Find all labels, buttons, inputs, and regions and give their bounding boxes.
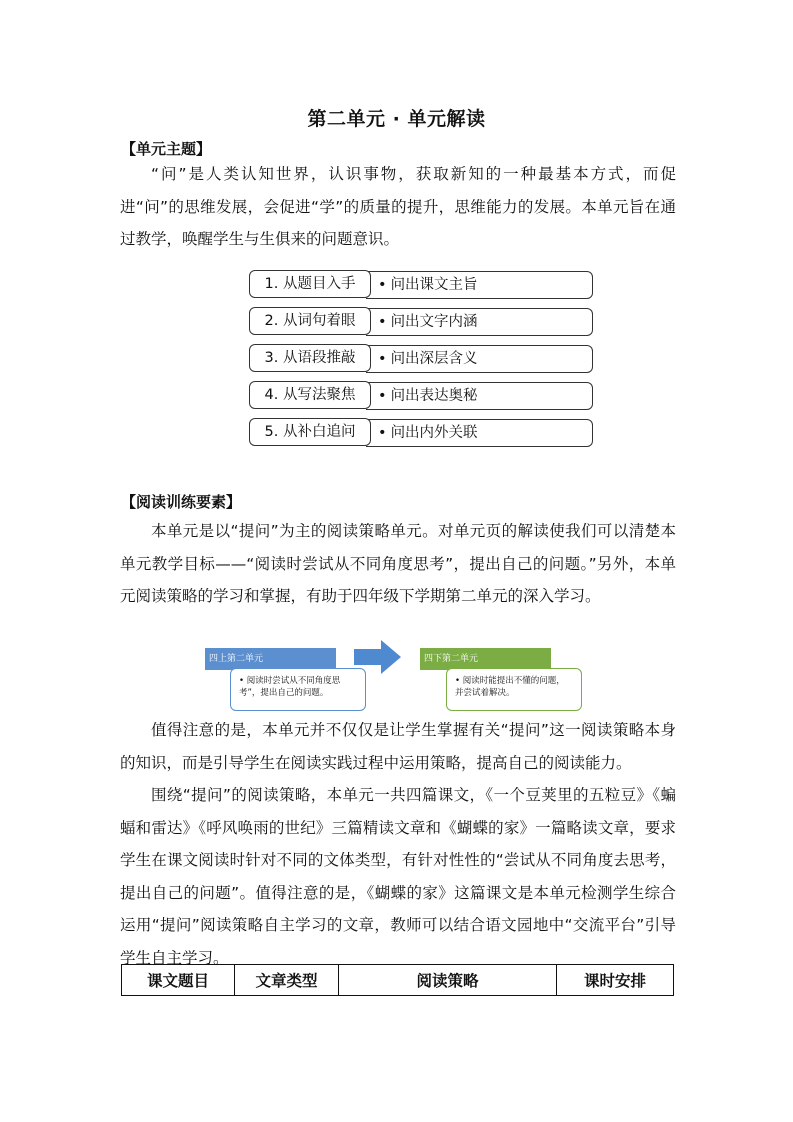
bullet-icon: •: [378, 351, 387, 367]
right-unit-text: 阅读时能提出不懂的问题，并尝试着解决。: [455, 676, 565, 698]
theme-paragraph: [120, 158, 676, 256]
bullet-icon: •: [378, 388, 387, 404]
step-3-label: 3. 从语段推敲: [249, 344, 371, 372]
left-unit-text: 阅读时尝试从不同角度思考”，提出自己的问题。: [239, 676, 341, 698]
step-5-label: 5. 从补白追问: [249, 418, 371, 446]
page-title: 第二单元 · 单元解读: [307, 108, 486, 130]
table-header-row: [122, 965, 674, 996]
table-header-cell: 文章类型: [235, 965, 339, 996]
left-unit-title: 四上第二单元: [205, 648, 336, 670]
bullet-icon: •: [378, 425, 387, 441]
step-2-desc: [366, 308, 593, 336]
step-5-desc-text: 问出内外关联: [390, 425, 478, 441]
left-unit-box: [230, 668, 366, 711]
step-1-desc: [366, 271, 593, 299]
step-4-label: 4. 从写法聚焦: [249, 381, 371, 409]
step-1-label: 1. 从题目入手: [249, 270, 371, 298]
reading-paragraph-1-text: 本单元是以“提问”为主的阅读策略单元。对单元页的解读使我们可以清楚本单元教学目标——“阅读时尝试从不同角度思考”，提出自己的问题。”另外，本单元阅读策略的学习和掌握，有助于四年级下学期第二单元的深入学习。: [120, 522, 676, 605]
step-4-desc-text: 问出表达奥秘: [390, 388, 478, 404]
step-3-desc: [366, 345, 593, 373]
reading-paragraph-3-text: 围绕“提问”的阅读策略，本单元一共四篇课文，《一个豆荚里的五粒豆》《蝙蝠和雷达》《呼风唤雨的世纪》三篇精读文章和《蝴蝶的家》一篇略读文章，要求学生在课文阅读时针对不同的文体类型，有针对性性的“尝试从不同角度去思考，提出自己的问题”。值得注意的是，《蝴蝶的家》这篇课文是本单元检测学生综合运用“提问”阅读策略自主学习的文章，教师可以结合语文园地中“交流平台”引导学生自主学习。: [120, 786, 676, 967]
step-1-desc-text: 问出课文主旨: [390, 277, 478, 293]
right-unit-box: [446, 668, 582, 711]
step-5-desc: [366, 419, 593, 447]
step-2-desc-text: 问出文字内涵: [390, 314, 478, 330]
bullet-icon: •: [455, 676, 463, 686]
bullet-icon: •: [378, 314, 387, 330]
right-unit-title: 四下第二单元: [420, 648, 551, 670]
bullet-icon: •: [239, 676, 247, 686]
right-arrow-icon: [354, 640, 402, 674]
bullet-icon: •: [378, 277, 387, 293]
reading-paragraph-1: [120, 515, 676, 613]
table-header-cell: 阅读策略: [339, 965, 557, 996]
reading-paragraph-3: [120, 779, 676, 974]
reading-heading: 【阅读训练要素】: [121, 493, 242, 511]
step-4-desc: [366, 382, 593, 410]
step-3-desc-text: 问出深层含义: [390, 351, 478, 367]
reading-paragraph-2: [120, 714, 676, 779]
lesson-table: [121, 964, 674, 996]
step-2-label: 2. 从词句着眼: [249, 307, 371, 335]
table-header-cell: 课时安排: [557, 965, 674, 996]
table-header-cell: 课文题目: [122, 965, 235, 996]
reading-paragraph-2-text: 值得注意的是，本单元并不仅仅是让学生掌握有关“提问”这一阅读策略本身的知识，而是引导学生在阅读实践过程中运用策略，提高自己的阅读能力。: [120, 721, 676, 772]
theme-paragraph-text: “问”是人类认知世界，认识事物，获取新知的一种最基本方式，而促进“问”的思维发展，会促进“学”的质量的提升，思维能力的发展。本单元旨在通过教学，唤醒学生与生俱来的问题意识。: [120, 165, 676, 248]
theme-heading: 【单元主题】: [121, 140, 212, 158]
